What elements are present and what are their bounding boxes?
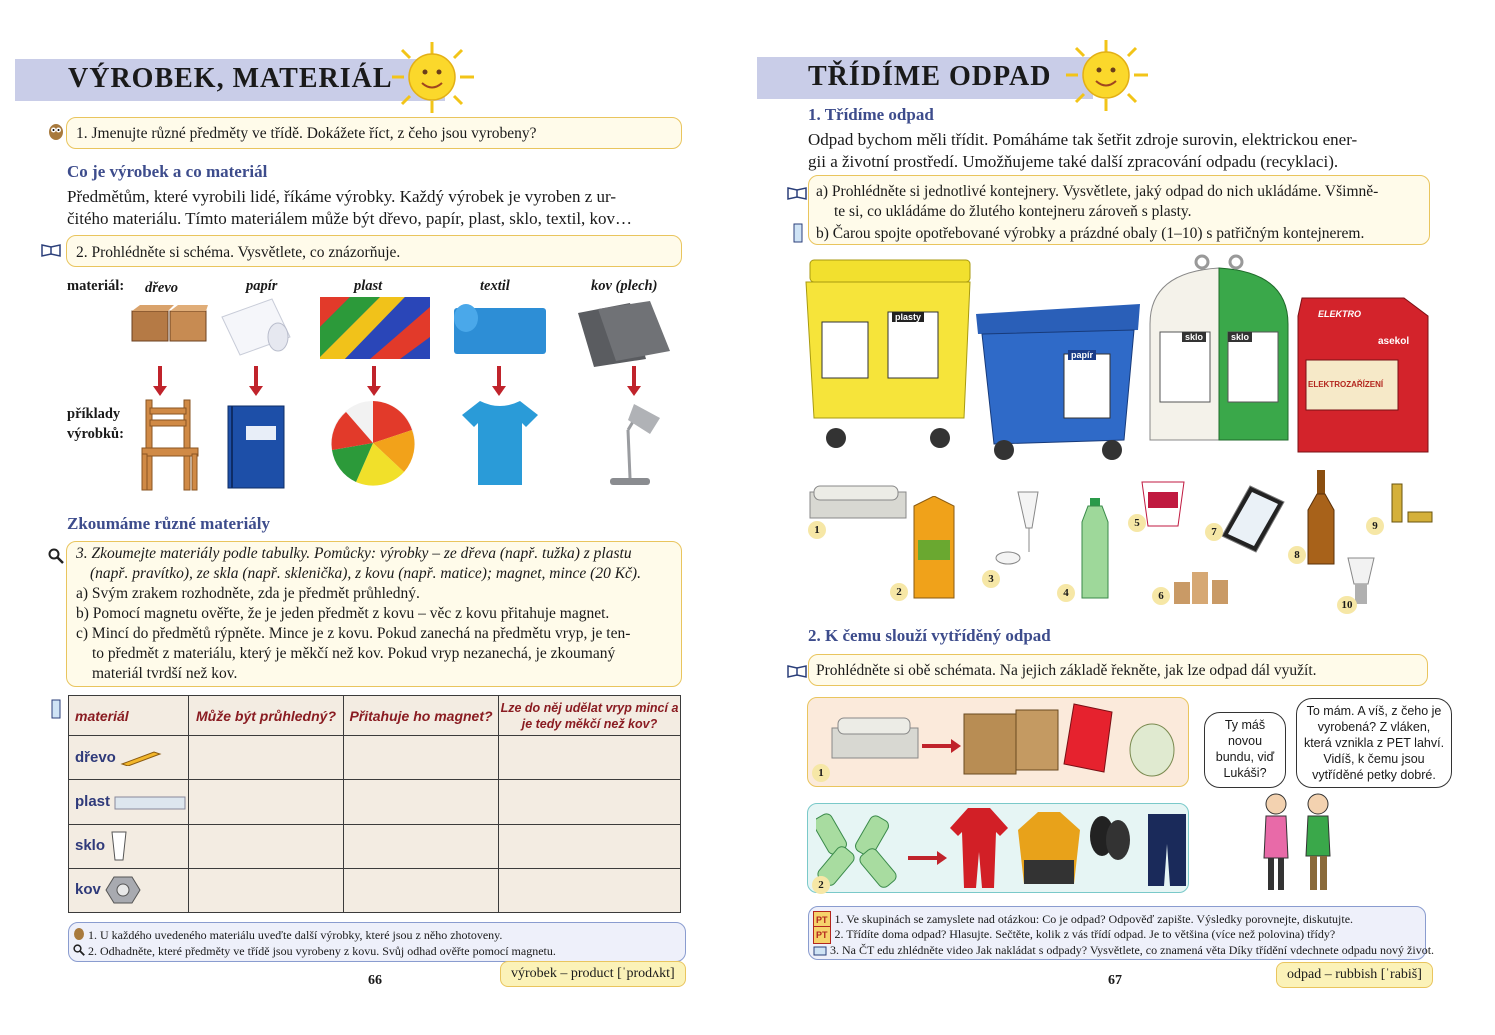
owl-icon bbox=[46, 121, 66, 141]
plastic-granules-image bbox=[320, 297, 430, 359]
materials-table bbox=[68, 695, 681, 913]
question-2: 2. Prohlédněte si schéma. Vysvětlete, co znázorňuje. bbox=[76, 244, 401, 261]
pt-badge-icon: PT bbox=[813, 911, 831, 929]
arrow-metal bbox=[632, 366, 636, 388]
row-label-text-glass: sklo bbox=[75, 837, 106, 855]
recycled-paper-products-image bbox=[962, 700, 1184, 780]
desk-lamp-image bbox=[604, 400, 662, 486]
beach-ball-image bbox=[326, 400, 420, 486]
section-heading-product-material: Co je výrobek a co materiál bbox=[67, 162, 268, 181]
left-vocabulary: výrobek – product [ˈprodʌkt] bbox=[500, 961, 686, 987]
children-image bbox=[1254, 790, 1344, 894]
blue-container-image bbox=[974, 300, 1142, 464]
examples-label-line-2: výrobků: bbox=[67, 426, 124, 442]
arrow-wood bbox=[158, 366, 162, 388]
right-vocabulary: odpad – rubbish [ˈrabiš] bbox=[1276, 962, 1433, 988]
material-label-paper: papír bbox=[246, 278, 278, 294]
question-3-c-line-3: materiál tvrdší než kov. bbox=[92, 665, 238, 682]
question-3-b: b) Pomocí magnetu ověřte, že je jeden předmět z kovu – věc z kovu přitahuje magnet. bbox=[76, 605, 610, 622]
wooden-chair-image bbox=[140, 398, 200, 492]
item-number-10: 10 bbox=[1337, 596, 1357, 614]
scheme-1-arrow bbox=[922, 744, 952, 748]
paper-roll-image bbox=[218, 297, 294, 359]
brown-bottle-image bbox=[1306, 470, 1336, 566]
material-label-wood: dřevo bbox=[145, 280, 179, 296]
right-page-title: TŘÍDÍME ODPAD bbox=[808, 61, 1052, 92]
container-label-glass-green: sklo bbox=[1228, 332, 1252, 342]
material-label-plastic: plast bbox=[354, 278, 383, 294]
container-label-glass-white: sklo bbox=[1182, 332, 1206, 342]
nut-image bbox=[105, 875, 141, 905]
question-3-line-2: (např. pravítko), ze skla (např. sklenička), z kovu (např. matice); magnet, mince (20 Kč). bbox=[90, 565, 641, 582]
table-row bbox=[69, 868, 681, 912]
magnifier-icon-small bbox=[72, 943, 86, 957]
right-task-a-line-1: a) Prohlédněte si jednotlivé kontejnery. Vysvětlete, jaký odpad do nich ukládáme. Všimně- bbox=[816, 183, 1379, 200]
item-number-3: 3 bbox=[982, 570, 1000, 588]
left-page-title: VÝROBEK, MATERIÁL bbox=[68, 63, 393, 94]
table-header-transparent: Může být průhledný? bbox=[189, 696, 344, 736]
item-number-4: 4 bbox=[1057, 584, 1075, 602]
ruler-image bbox=[114, 796, 186, 810]
black-gloves-image bbox=[1086, 812, 1132, 862]
table-header-magnet: Přitahuje ho magnet? bbox=[344, 696, 499, 736]
item-number-9: 9 bbox=[1366, 517, 1384, 535]
table-cell[interactable] bbox=[189, 736, 344, 780]
sun-icon-right bbox=[1062, 38, 1150, 113]
batteries-image bbox=[1388, 480, 1434, 536]
table-cell[interactable] bbox=[344, 736, 499, 780]
table-cell[interactable] bbox=[344, 780, 499, 824]
table-cell[interactable] bbox=[499, 824, 681, 868]
right-task-b: b) Čarou spojte opotřebované výrobky a prázdné obaly (1–10) s patřičným kontejnerem. bbox=[816, 225, 1365, 242]
arrow-paper bbox=[254, 366, 258, 388]
glass-bell-container-image bbox=[1146, 254, 1292, 444]
left-note-2: 2. Odhadněte, které předměty ve třídě jsou vyrobeny z kovu. Svůj odhad ověřte pomocí magnetu. bbox=[88, 944, 556, 958]
yellow-container-image bbox=[800, 258, 976, 454]
right-note-2: 2. Třídíte doma odpad? Hlasujte. Sečtěte, kolik z vás třídí odpad. Je to většina (více než polovina) třídy? bbox=[834, 927, 1336, 941]
tshirt-image bbox=[460, 397, 540, 487]
right-note-3-row bbox=[813, 942, 1434, 958]
newspapers-stack-image bbox=[830, 716, 920, 760]
sun-icon bbox=[388, 40, 476, 115]
examples-label-line-1: příklady bbox=[67, 406, 121, 422]
red-jumpsuit-image bbox=[948, 806, 1010, 890]
ski-pants-image bbox=[1146, 812, 1188, 888]
item-number-5: 5 bbox=[1128, 514, 1146, 532]
row-label-text-metal: kov bbox=[75, 881, 101, 899]
table-cell[interactable] bbox=[344, 868, 499, 912]
glass-image bbox=[109, 830, 129, 862]
row-label-text-plastic: plast bbox=[75, 793, 111, 811]
left-note-1: 1. U každého uvedeného materiálu uveďte další výrobky, které jsou z něho zhotoveny. bbox=[88, 928, 503, 942]
item-number-6: 6 bbox=[1152, 587, 1170, 605]
right-task-a-line-2: te si, co ukládáme do žlutého kontejneru zároveň s plasty. bbox=[834, 203, 1192, 220]
scheme-number-2: 2 bbox=[812, 876, 830, 894]
item-number-1: 1 bbox=[808, 521, 826, 539]
section-heading-examining-materials: Zkoumáme různé materiály bbox=[67, 514, 271, 533]
right-section-2-heading: 2. K čemu slouží vytříděný odpad bbox=[808, 626, 1051, 645]
pet-bottles-image bbox=[816, 806, 906, 890]
section-1-paragraph-line-2: čitého materiálu. Tímto materiálem může být dřevo, papír, plast, sklo, textil, kov… bbox=[67, 209, 633, 228]
table-row-label-metal bbox=[69, 868, 189, 912]
pencil-image bbox=[120, 750, 164, 766]
juice-carton-image bbox=[908, 496, 960, 600]
question-3-c-line-1: c) Mincí do předmětů rýpněte. Mince je z kovu. Pokud zanechá na předmětu vryp, je ten- bbox=[76, 625, 631, 642]
table-row bbox=[69, 780, 681, 824]
table-header-material: materiál bbox=[69, 696, 189, 736]
pencil-icon bbox=[48, 698, 64, 720]
material-row-label: materiál: bbox=[67, 278, 125, 294]
video-icon bbox=[813, 946, 827, 957]
broken-phone-image bbox=[1220, 484, 1286, 554]
pencil-icon-right bbox=[790, 222, 806, 244]
table-cell[interactable] bbox=[499, 868, 681, 912]
item-number-8: 8 bbox=[1288, 546, 1306, 564]
yogurt-cup-image bbox=[1140, 478, 1186, 528]
table-row bbox=[69, 824, 681, 868]
arrow-textile bbox=[497, 366, 501, 388]
book-icon-right-2 bbox=[786, 662, 808, 680]
right-note-3: 3. Na ČT edu zhlédněte video Jak nakládat s odpady? Vysvětlete, co znamená věta Díky třídění vdechnete odpadu nový život. bbox=[830, 943, 1435, 957]
arrow-plastic bbox=[372, 366, 376, 388]
red-electro-container-image bbox=[1294, 296, 1432, 454]
table-cell[interactable] bbox=[344, 824, 499, 868]
right-task-2: Prohlédněte si obě schémata. Na jejich základě řekněte, jak lze odpad dál využít. bbox=[816, 662, 1317, 679]
table-cell[interactable] bbox=[189, 824, 344, 868]
material-label-metal: kov (plech) bbox=[591, 278, 658, 294]
table-cell[interactable] bbox=[499, 780, 681, 824]
question-3-line-1: 3. Zkoumejte materiály podle tabulky. Pomůcky: výrobky – ze dřeva (např. tužka) z plastu bbox=[76, 545, 632, 562]
scheme-number-1: 1 bbox=[812, 764, 830, 782]
container-label-electronics: ELEKTROZAŘÍZENÍ bbox=[1308, 380, 1384, 389]
paper-tubes-image bbox=[1172, 566, 1238, 606]
container-label-paper: papír bbox=[1068, 350, 1096, 360]
table-cell[interactable] bbox=[499, 736, 681, 780]
scheme-2-arrow bbox=[908, 856, 938, 860]
table-cell[interactable] bbox=[189, 780, 344, 824]
left-page-number: 66 bbox=[368, 973, 382, 988]
question-3-a: a) Svým zrakem rozhodněte, zda je předmět průhledný. bbox=[76, 585, 420, 602]
magnifier-icon bbox=[46, 546, 66, 566]
item-number-7: 7 bbox=[1205, 523, 1223, 541]
table-header-scratch: Lze do něj udělat vryp mincí a je tedy měkčí než kov? bbox=[499, 696, 681, 736]
yellow-jacket-image bbox=[1016, 810, 1082, 886]
right-section-1-heading: 1. Třídíme odpad bbox=[808, 105, 934, 124]
pt-badge-icon: PT bbox=[813, 926, 831, 944]
table-row-label-plastic bbox=[69, 780, 189, 824]
material-label-textile: textil bbox=[480, 278, 510, 294]
examples-row-label bbox=[67, 404, 124, 444]
container-label-plastics: plasty bbox=[892, 312, 924, 322]
right-paragraph-line-1: Odpad bychom měli třídit. Pomáháme tak šetřit zdroje surovin, elektrickou ener- bbox=[808, 130, 1358, 149]
textile-roll-image bbox=[452, 298, 548, 356]
book-icon-right bbox=[786, 184, 808, 202]
metal-sheets-image bbox=[576, 301, 672, 369]
speech-bubble-girl: Ty máš novou bundu, viď Lukáši? bbox=[1204, 712, 1286, 788]
table-row-label-glass bbox=[69, 824, 189, 868]
question-1: 1. Jmenujte různé předměty ve třídě. Dokážete říct, z čeho jsou vyrobeny? bbox=[76, 125, 537, 142]
right-paragraph-line-2: gii a životní prostředí. Umožňujeme také další zpracování odpadu (recyklaci). bbox=[808, 152, 1339, 171]
container-label-asekol: asekol bbox=[1378, 336, 1410, 347]
table-row bbox=[69, 736, 681, 780]
question-3-c-line-2: to předmět z materiálu, který je měkčí než kov. Pokud vryp nezanechá, je zkoumaný bbox=[92, 645, 616, 662]
right-note-1: 1. Ve skupinách se zamyslete nad otázkou: Co je odpad? Odpověď zapište. Výsledky porovnejte, diskutujte. bbox=[834, 912, 1354, 926]
owl-icon-small bbox=[72, 926, 86, 940]
wood-planks-image bbox=[130, 303, 208, 345]
right-page-number: 67 bbox=[1108, 973, 1122, 988]
speech-bubble-boy: To mám. A víš, z čeho je vyrobená? Z vláken, která vznikla z PET lahví. Vidíš, k čemu jsou vytříděné petky dobré. bbox=[1296, 698, 1452, 788]
section-1-paragraph-line-1: Předmětům, které vyrobili lidé, říkáme výrobky. Každý výrobek je vyroben z ur- bbox=[67, 187, 617, 206]
item-number-2: 2 bbox=[890, 583, 908, 601]
pet-bottle-image bbox=[1080, 498, 1110, 602]
table-cell[interactable] bbox=[189, 868, 344, 912]
book-icon bbox=[40, 241, 62, 259]
broken-glass-image bbox=[994, 488, 1050, 568]
container-label-electro: ELEKTRO bbox=[1318, 309, 1362, 319]
table-row-label-wood bbox=[69, 736, 189, 780]
row-label-text-wood: dřevo bbox=[75, 749, 116, 767]
notebook-image bbox=[226, 404, 288, 490]
newspapers-image bbox=[808, 484, 908, 520]
